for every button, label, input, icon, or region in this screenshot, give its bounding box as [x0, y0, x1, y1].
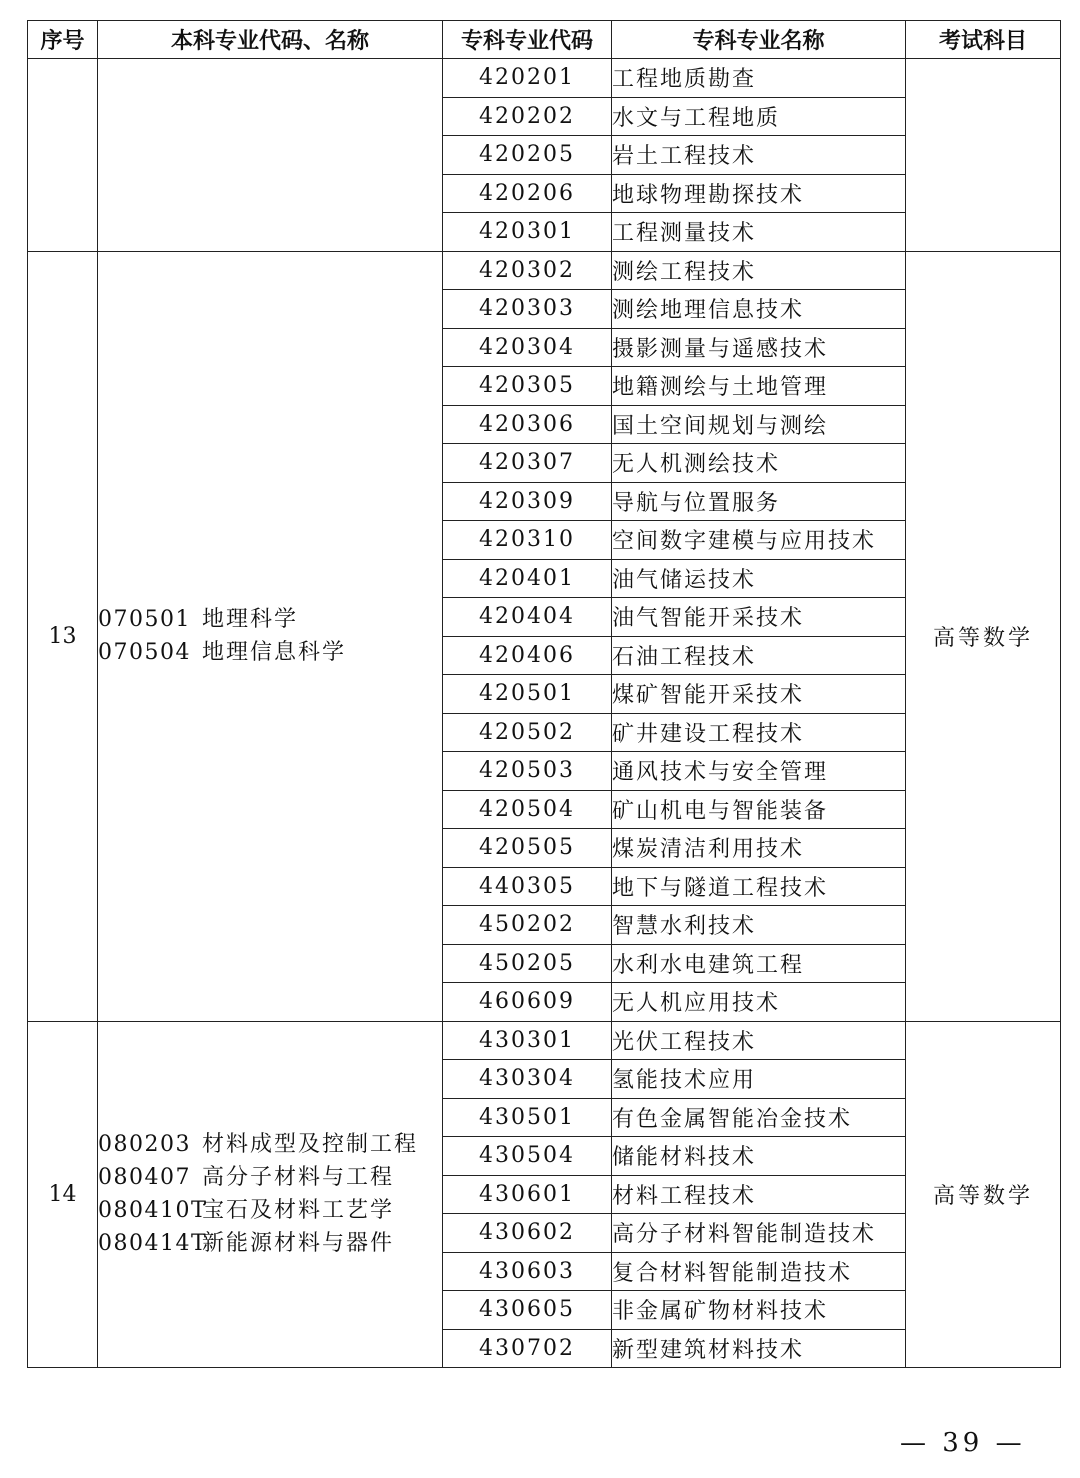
major-code: 420310	[443, 521, 612, 560]
undergrad-major	[98, 1161, 442, 1194]
major-code: 430605	[443, 1291, 612, 1330]
major-code: 450205	[443, 944, 612, 983]
undergrad-name: 地理信息科学	[202, 640, 347, 665]
major-code: 420503	[443, 752, 612, 791]
major-name: 煤炭清洁利用技术	[612, 829, 906, 868]
major-code: 420406	[443, 636, 612, 675]
major-name: 油气储运技术	[612, 559, 906, 598]
table-row	[28, 59, 1061, 98]
major-code: 420304	[443, 328, 612, 367]
header-subject: 考试科目	[906, 21, 1061, 59]
major-code: 420303	[443, 290, 612, 329]
major-name: 新型建筑材料技术	[612, 1329, 906, 1368]
group-seq: 14	[28, 1021, 98, 1368]
header-undergrad: 本科专业代码、名称	[98, 21, 443, 59]
major-name: 空间数字建模与应用技术	[612, 521, 906, 560]
exam-subject	[906, 59, 1061, 252]
major-code: 440305	[443, 867, 612, 906]
major-name: 测绘地理信息技术	[612, 290, 906, 329]
header-seq: 序号	[28, 21, 98, 59]
major-name: 光伏工程技术	[612, 1021, 906, 1060]
major-code: 420309	[443, 482, 612, 521]
major-code: 430602	[443, 1214, 612, 1253]
major-code: 420404	[443, 598, 612, 637]
major-name: 水利水电建筑工程	[612, 944, 906, 983]
major-name: 材料工程技术	[612, 1175, 906, 1214]
undergrad-code: 080203	[98, 1132, 191, 1158]
major-code: 420302	[443, 251, 612, 290]
major-code: 420501	[443, 675, 612, 714]
major-code: 420206	[443, 174, 612, 213]
table-body	[28, 59, 1061, 1368]
major-name: 有色金属智能冶金技术	[612, 1098, 906, 1137]
major-name: 工程测量技术	[612, 213, 906, 252]
exam-subject: 高等数学	[906, 251, 1061, 1021]
major-name: 岩土工程技术	[612, 136, 906, 175]
undergrad-code: 080414T	[98, 1231, 208, 1257]
undergrad-name: 宝石及材料工艺学	[202, 1198, 395, 1224]
major-name: 氢能技术应用	[612, 1060, 906, 1099]
major-code: 430304	[443, 1060, 612, 1099]
major-name: 地籍测绘与土地管理	[612, 367, 906, 406]
group-seq	[28, 59, 98, 252]
undergrad-majors	[98, 1021, 443, 1368]
table-row	[28, 1021, 1061, 1060]
undergrad-name: 高分子材料与工程	[202, 1165, 395, 1191]
undergrad-major	[98, 1194, 442, 1227]
major-code: 430301	[443, 1021, 612, 1060]
exam-subject: 高等数学	[906, 1021, 1061, 1368]
major-name: 矿井建设工程技术	[612, 713, 906, 752]
major-name: 水文与工程地质	[612, 97, 906, 136]
major-name: 摄影测量与遥感技术	[612, 328, 906, 367]
table-header-row	[28, 21, 1061, 59]
major-code: 460609	[443, 983, 612, 1022]
major-code: 420504	[443, 790, 612, 829]
majors-table	[27, 20, 1061, 1368]
undergrad-major	[98, 1128, 442, 1161]
group-seq: 13	[28, 251, 98, 1021]
major-code: 420307	[443, 444, 612, 483]
major-code: 420201	[443, 59, 612, 98]
major-code: 420305	[443, 367, 612, 406]
major-name: 无人机应用技术	[612, 983, 906, 1022]
major-code: 420301	[443, 213, 612, 252]
major-code: 420401	[443, 559, 612, 598]
undergrad-majors	[98, 251, 443, 1021]
major-code: 430601	[443, 1175, 612, 1214]
undergrad-name: 地理科学	[202, 607, 299, 632]
major-name: 矿山机电与智能装备	[612, 790, 906, 829]
major-code: 420205	[443, 136, 612, 175]
undergrad-major	[98, 1227, 442, 1260]
undergrad-major	[98, 636, 442, 669]
major-name: 地球物理勘探技术	[612, 174, 906, 213]
undergrad-name: 材料成型及控制工程	[202, 1132, 419, 1158]
major-name: 非金属矿物材料技术	[612, 1291, 906, 1330]
major-name: 石油工程技术	[612, 636, 906, 675]
header-name: 专科专业名称	[612, 21, 906, 59]
major-name: 通风技术与安全管理	[612, 752, 906, 791]
major-code: 420502	[443, 713, 612, 752]
undergrad-code: 080410T	[98, 1198, 208, 1224]
major-code: 420505	[443, 829, 612, 868]
table-row	[28, 251, 1061, 290]
undergrad-code: 070501	[98, 607, 191, 632]
major-name: 煤矿智能开采技术	[612, 675, 906, 714]
major-code: 420202	[443, 97, 612, 136]
header-code: 专科专业代码	[443, 21, 612, 59]
major-code: 430504	[443, 1137, 612, 1176]
major-name: 复合材料智能制造技术	[612, 1252, 906, 1291]
page-number: — 39 —	[900, 1428, 1026, 1458]
major-name: 工程地质勘查	[612, 59, 906, 98]
major-name: 导航与位置服务	[612, 482, 906, 521]
undergrad-majors	[98, 59, 443, 252]
major-code: 430603	[443, 1252, 612, 1291]
undergrad-code: 070504	[98, 640, 191, 665]
major-name: 地下与隧道工程技术	[612, 867, 906, 906]
undergrad-major	[98, 603, 442, 636]
major-name: 测绘工程技术	[612, 251, 906, 290]
major-name: 高分子材料智能制造技术	[612, 1214, 906, 1253]
major-name: 国土空间规划与测绘	[612, 405, 906, 444]
undergrad-code: 080407	[98, 1165, 191, 1191]
major-code: 450202	[443, 906, 612, 945]
major-name: 无人机测绘技术	[612, 444, 906, 483]
major-code: 430501	[443, 1098, 612, 1137]
major-name: 储能材料技术	[612, 1137, 906, 1176]
major-name: 智慧水利技术	[612, 906, 906, 945]
major-name: 油气智能开采技术	[612, 598, 906, 637]
major-code: 420306	[443, 405, 612, 444]
major-code: 430702	[443, 1329, 612, 1368]
undergrad-name: 新能源材料与器件	[202, 1231, 395, 1257]
